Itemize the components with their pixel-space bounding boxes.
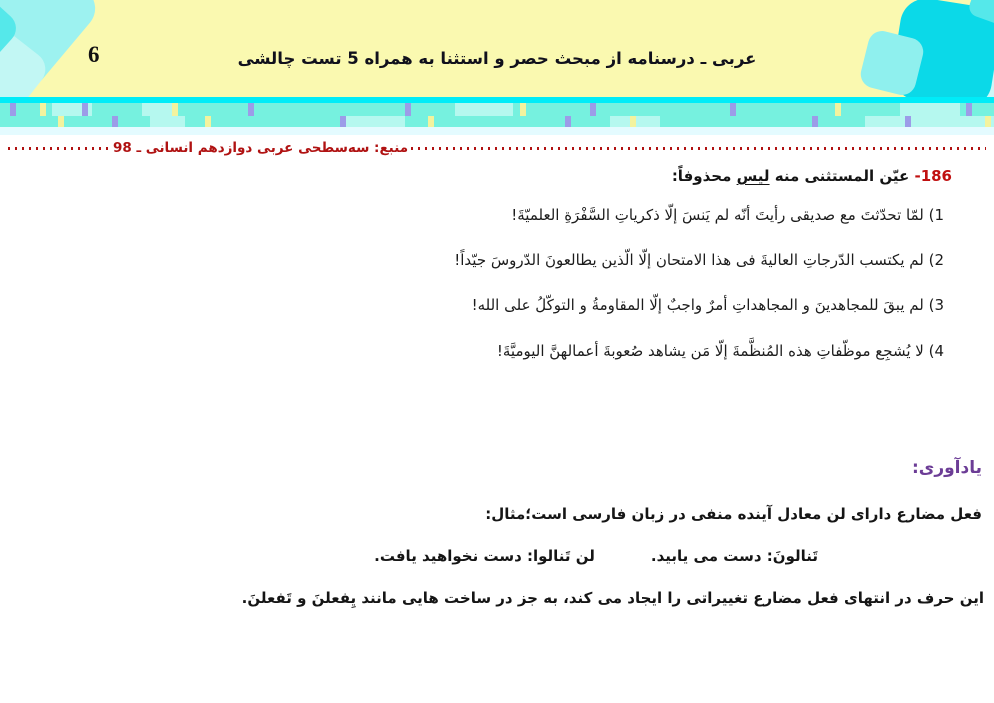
decorative-strip bbox=[0, 97, 994, 137]
source-line bbox=[8, 139, 986, 157]
example-positive: تَنالونَ: دست می یابید. bbox=[650, 547, 818, 565]
strip-row bbox=[0, 127, 994, 135]
question-text-after: محذوفاً: bbox=[671, 167, 737, 185]
option-3: 3) لم يبقَ للمجاهدينَ و المجاهداتِ أمرٌ واجبٌ إلّا المقاومةُ و التوكّلُ علی الله! bbox=[471, 296, 944, 314]
example-negative: لن تَنالوا: دست نخواهید یافت. bbox=[374, 547, 595, 565]
example-line bbox=[374, 547, 818, 565]
page-number: 6 bbox=[88, 42, 100, 67]
question-number: 186- bbox=[909, 167, 952, 185]
strip-row bbox=[0, 116, 994, 127]
reminder-text-1: فعل مضارع دارای لن معادل آینده منفی در زبان فارسی است؛مثال: bbox=[485, 505, 982, 523]
option-1: 1) لمّا تحدّثتَ مع صديقی رأيتَ أنّه لم يَنسَ إلّا ذكرياتِ السَّفْرَةِ العلميّةَ! bbox=[511, 206, 944, 224]
strip-row bbox=[0, 103, 994, 116]
question-line bbox=[672, 167, 952, 185]
header-title: عربی ـ درسنامه از مبحث حصر و استثنا به همراه 5 تست چالشی bbox=[237, 49, 757, 68]
dotted-line bbox=[8, 147, 110, 150]
option-2: 2) لم يكتسب الدّرجاتِ العاليةَ فی هذا الامتحان إلّا الّذين يطالعونَ الدّروسَ جيّداً! bbox=[454, 251, 944, 269]
question-underlined-word: ليس bbox=[736, 167, 770, 185]
page-header bbox=[0, 0, 994, 97]
question-text: عيّن المستثنی منه bbox=[769, 167, 910, 185]
reminder-heading: یادآوری: bbox=[911, 458, 982, 478]
dotted-line bbox=[411, 147, 986, 150]
option-4: 4) لا يُشجِع موظّفاتِ هذه المُنظَّمةَ إلّا مَن يشاهد صُعوبةَ أعمالهنَّ اليوميَّةَ! bbox=[496, 342, 944, 360]
reminder-text-2: این حرف در انتهای فعل مضارع تغییراتی را ایجاد می کند، به جز در ساخت هایی مانند یِفعلنَ و تَفعلنَ. bbox=[241, 589, 984, 607]
source-text: منبع: سه‌سطحی عربی دوازدهم انسانی ـ 98 bbox=[113, 140, 409, 156]
